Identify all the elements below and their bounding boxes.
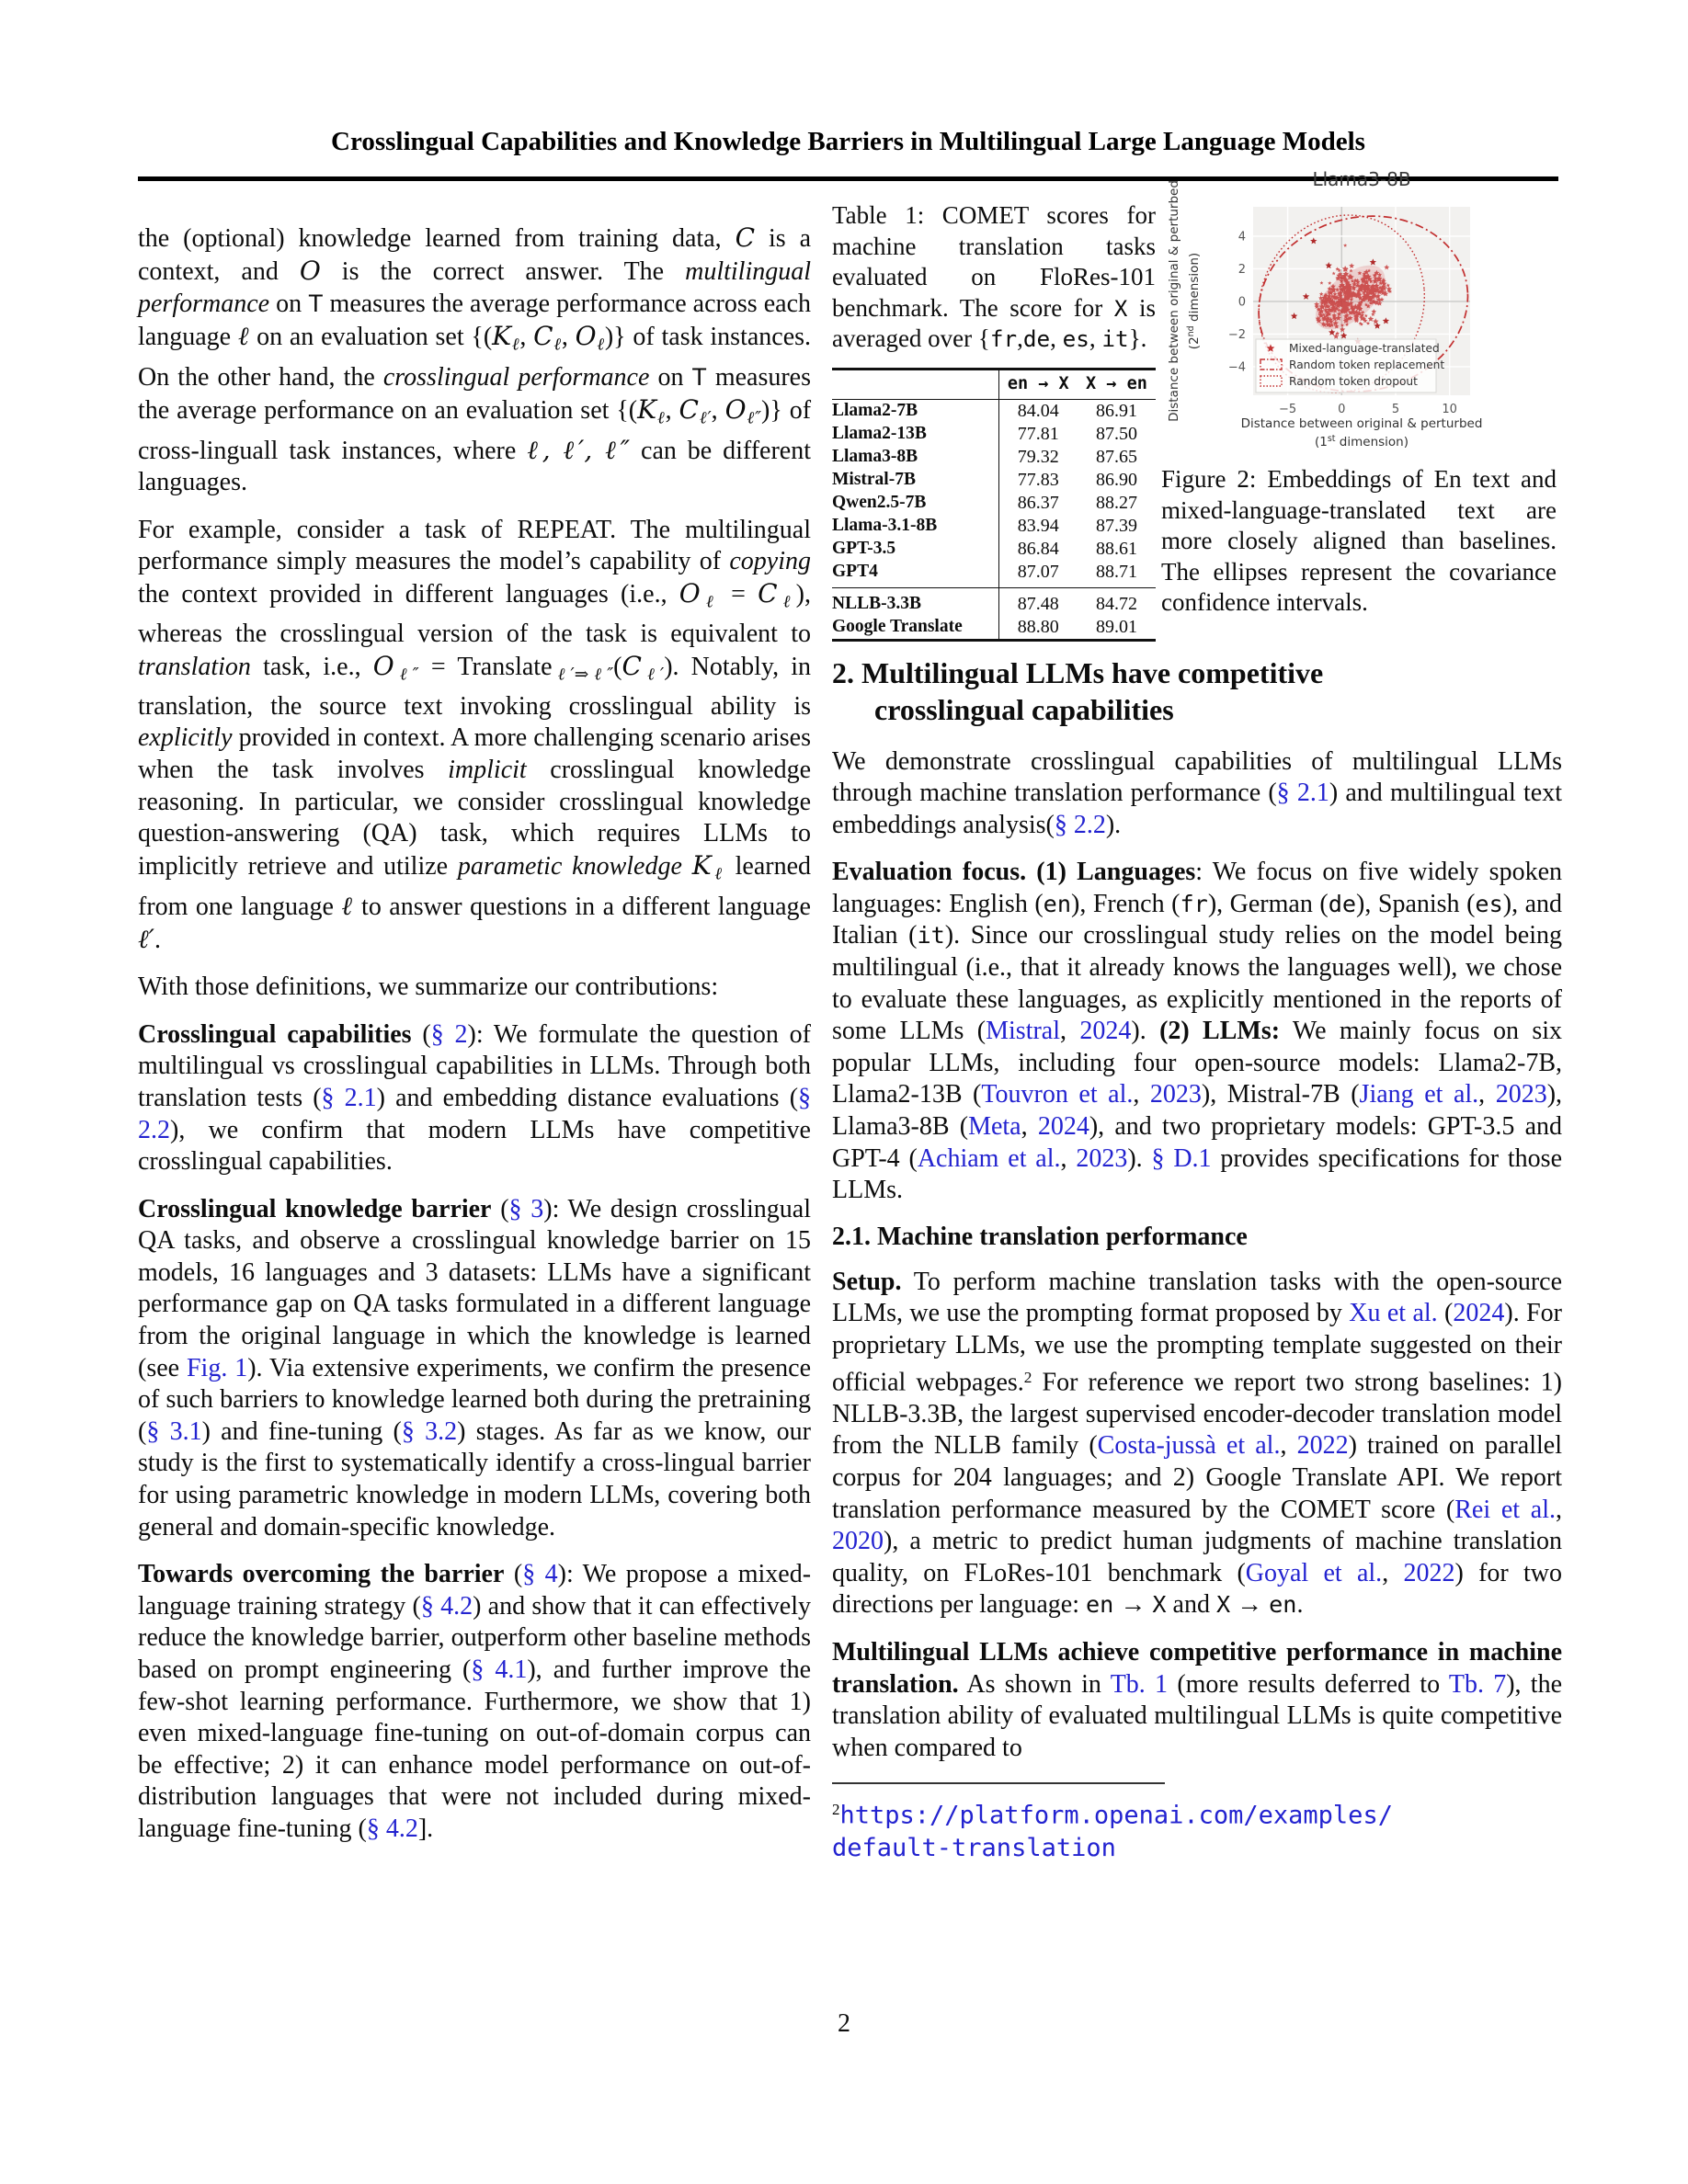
score-en-to-x-cell: 86.37 — [998, 492, 1078, 515]
ref-link[interactable]: § 3.1 — [146, 1416, 202, 1446]
svg-text:0: 0 — [1237, 295, 1246, 310]
footnote-block — [832, 1782, 1562, 1863]
col-header-en-to-x: en → X — [998, 369, 1078, 399]
left-column — [138, 222, 811, 1861]
ref-link[interactable]: 2023 — [1495, 1080, 1547, 1109]
col-header-x-to-en: X → en — [1078, 369, 1156, 399]
model-name-cell: Llama3-8B — [832, 447, 918, 466]
ref-link[interactable]: 2024 — [1037, 1112, 1089, 1142]
ref-link[interactable]: 2023 — [1076, 1143, 1128, 1173]
model-name-cell: NLLB-3.3B — [832, 594, 921, 613]
table-row — [832, 561, 1156, 588]
ref-link[interactable]: Costa-jussà et al. — [1097, 1431, 1281, 1461]
score-x-to-en-cell: 87.39 — [1095, 515, 1137, 536]
paragraph: Towards overcoming the barrier (§ 4): We propose a mixed-language training strategy (§ 4.2) and show that it can effectively reduce the knowledge barrier, outperform other baseline methods based on prompt engineering (§ 4.1), and further improve the few-shot learning performance. Furthermore, we show that 1) even mixed-language fine-tuning on out-of-domain corpus can be effective; 2) it can enhance model performance on out-of-distribution languages that were not included during mixed-language fine-tuning (§ 4.2]. — [138, 1560, 812, 1843]
score-x-to-en-cell: 89.01 — [1095, 616, 1137, 637]
ref-link[interactable]: Rei et al. — [1454, 1495, 1556, 1524]
score-en-to-x-cell: 77.81 — [998, 423, 1078, 446]
ref-link[interactable]: Xu et al. — [1349, 1299, 1438, 1328]
table-group-baselines — [832, 587, 1156, 640]
svg-text:−4: −4 — [1227, 360, 1246, 375]
section-2-heading: 2. Multilingual LLMs have competitive crosslingual capabilities — [832, 655, 1324, 726]
ref-link[interactable]: Tb. 7 — [1448, 1669, 1507, 1699]
table-row — [832, 492, 1156, 515]
comet-scores-table — [832, 368, 1156, 642]
ref-link[interactable]: Fig. 1 — [186, 1353, 248, 1382]
y-axis-label: Distance between original & perturbed — [1167, 180, 1181, 422]
score-en-to-x-cell: 87.07 — [998, 561, 1078, 588]
table-row — [832, 538, 1156, 561]
ref-link[interactable]: 2022 — [1296, 1431, 1349, 1461]
svg-text:4: 4 — [1237, 230, 1246, 245]
ref-link[interactable]: § 4.2 — [420, 1591, 473, 1621]
footnote-url-link[interactable]: https://platform.openai.com/examples/ default-translation — [832, 1801, 1393, 1862]
score-en-to-x-cell: 79.32 — [998, 446, 1078, 469]
footnote — [832, 1793, 1562, 1863]
score-x-to-en-cell: 84.72 — [1095, 593, 1137, 614]
score-x-to-en-cell: 86.91 — [1095, 400, 1137, 421]
table-1-block — [832, 200, 1156, 642]
score-en-to-x-cell: 77.83 — [998, 469, 1078, 492]
model-name-cell: Llama-3.1-8B — [832, 516, 938, 535]
paragraph: the (optional) knowledge learned from training data, C is a context, and O is the correct answer. The multilingual performance on T measures the average performance across each language ℓ on an evaluation set {($K_\ell$, $C_\ell$, $O_\ell$)} of task instances. On the other hand, the crosslingual performance on T measures the average performance on an evaluation set {($K_\ell$, $C_{\ell'}$, $O_{\ell''}$)} of cross-linguall task instances, where ℓ, ℓ′, ℓ″ can be different languages. — [138, 222, 812, 497]
ref-link[interactable]: Achiam et al. — [917, 1143, 1061, 1173]
model-name-cell: GPT4 — [832, 562, 878, 581]
score-x-to-en-cell: 88.61 — [1095, 538, 1137, 559]
footnote-marker: 2 — [832, 1801, 840, 1819]
running-title: Crosslingual Capabilities and Knowledge Barriers in Multilingual Large Language Models — [331, 127, 1365, 156]
ref-link[interactable]: § 4 — [522, 1560, 558, 1589]
score-en-to-x-cell: 88.80 — [998, 616, 1078, 641]
ref-link[interactable]: 2024 — [1079, 1017, 1132, 1046]
ref-link[interactable]: § D.1 — [1151, 1143, 1212, 1173]
paragraph: We demonstrate crosslingual capabilities of multilingual LLMs through machine translation performance (§ 2.1) and multilingual text embeddings analysis(§ 2.2). — [832, 746, 1563, 839]
ref-link[interactable]: Tb. 1 — [1110, 1669, 1169, 1699]
ref-link[interactable]: Touvron et al. — [981, 1080, 1134, 1109]
model-name-cell: Google Translate — [832, 617, 963, 636]
ref-link[interactable]: Mistral — [986, 1017, 1061, 1046]
table-row — [832, 587, 1156, 616]
legend-label: Mixed-language-translated — [1289, 342, 1440, 355]
score-x-to-en-cell: 87.65 — [1095, 446, 1137, 467]
ref-link[interactable]: 2020 — [832, 1527, 884, 1556]
score-x-to-en-cell: 88.27 — [1095, 492, 1137, 513]
x-axis-label-line2: (1st dimension) — [1314, 434, 1409, 449]
paragraph: For example, consider a task of REPEAT. The multilingual performance simply measures the model’s capability of copying the context provided in different languages (i.e., $O_\ell = C_\ell$), whereas the crosslingual version of the task is equivalent to translation task, i.e., $O_{\ell''}$ = $Translate_{\ell'\Rightarrow\ell''}(C_{\ell'})$. Notably, in translation, the source text invoking crosslingual ability is explicitly provided in context. A more challenging scenario arises when the task involves implicit crosslingual knowledge reasoning. In particular, we consider crosslingual knowledge question-answering (QA) task, which requires LLMs to implicitly retrieve and utilize parametic knowledge $K_\ell$ learned from one language ℓ to answer questions in a different language ℓ′. — [138, 515, 812, 954]
figure-2-block — [1161, 158, 1562, 642]
table-row — [832, 616, 1156, 641]
score-en-to-x-cell: 84.04 — [998, 399, 1078, 423]
footnote-rule — [832, 1782, 1165, 1784]
score-en-to-x-cell: 83.94 — [998, 515, 1078, 538]
ref-link[interactable]: 2024 — [1453, 1299, 1505, 1328]
svg-text:10: 10 — [1442, 403, 1457, 416]
svg-text:−2: −2 — [1227, 327, 1246, 342]
ref-link[interactable]: § 2.2 — [1054, 810, 1106, 839]
score-en-to-x-cell: 87.48 — [998, 587, 1078, 616]
ref-link[interactable]: § 4.2 — [366, 1814, 418, 1843]
paragraph: Setup. To perform machine translation tasks with the open-source LLMs, we use the prompting format proposed by Xu et al. (2024). For proprietary LLMs, we use the prompting template suggested on their official webpages.$^2$ For reference we report two strong baselines: 1) NLLB-3.3B, the largest supervised encoder-decoder translation model from the NLLB family (Costa-jussà et al., 2022) trained on parallel corpus for 204 languages; and 2) Google Translate API. We report translation performance measured by the COMET score (Rei et al., 2020), a metric to predict human judgments of machine translation quality, on FLoRes-101 benchmark (Goyal et al., 2022) for two directions per language: en → X and X → en. — [832, 1267, 1563, 1620]
model-name-cell: Llama2-13B — [832, 424, 927, 443]
paragraph: Evaluation focus. (1) Languages: We focus on five widely spoken languages: English (en), French (fr), German (de), Spanish (es), and Italian (it). Since our crosslingual study relies on the model being multilingual (i.e., that it already knows the languages well), we chose to evaluate these languages, as explicitly mentioned in the reports of some LLMs (Mistral, 2024). (2) LLMs: We mainly focus on six popular LLMs, including four open-source models: Llama2-7B, Llama2-13B (Touvron et al., 2023), Mistral-7B (Jiang et al., 2023), Llama3-8B (Meta, 2024), and two proprietary models: GPT-3.5 and GPT-4 (Achiam et al., 2023). § D.1 provides specifications for those LLMs. — [832, 858, 1563, 1205]
x-axis-label: Distance between original & perturbed — [1240, 416, 1483, 431]
model-name-cell: Qwen2.5-7B — [832, 493, 927, 512]
score-x-to-en-cell: 86.90 — [1095, 469, 1137, 490]
empty-header — [832, 369, 998, 399]
paragraph: With those definitions, we summarize our contributions: — [138, 973, 719, 1002]
ref-link[interactable]: § 4.1 — [471, 1655, 528, 1684]
table-row — [832, 469, 1156, 492]
table-header — [832, 369, 1156, 399]
legend-label: Random token dropout — [1289, 375, 1418, 388]
model-name-cell: GPT-3.5 — [832, 539, 896, 558]
score-x-to-en-cell: 88.71 — [1095, 561, 1137, 582]
legend — [1256, 339, 1444, 392]
page-number: 2 — [838, 2009, 850, 2038]
ref-link[interactable]: 2023 — [1149, 1080, 1202, 1109]
ref-link[interactable]: Goyal et al. — [1245, 1558, 1383, 1587]
table-row — [832, 515, 1156, 538]
table-row — [832, 423, 1156, 446]
ref-link[interactable]: Jiang et al. — [1359, 1080, 1479, 1109]
y-axis-label-line2: (2nd dimension) — [1186, 252, 1202, 350]
svg-text:2: 2 — [1237, 262, 1246, 277]
table-row — [832, 446, 1156, 469]
ref-link[interactable]: § 2.2 — [138, 1083, 812, 1144]
ref-link[interactable]: Meta — [968, 1112, 1021, 1142]
svg-text:0: 0 — [1338, 403, 1346, 416]
svg-text:−5: −5 — [1278, 403, 1297, 416]
table-figure-row — [832, 158, 1562, 642]
ref-link[interactable]: § 3 — [508, 1194, 544, 1223]
paragraph: Crosslingual capabilities (§ 2): We formulate the question of multilingual vs crosslingual capabilities in LLMs. Through both translation tests (§ 2.1) and embedding distance evaluations (§ 2.2), we confirm that modern LLMs have competitive crosslingual capabilities. — [138, 1019, 812, 1177]
legend-label: Random token replacement — [1289, 358, 1445, 371]
score-x-to-en-cell: 87.50 — [1095, 423, 1137, 444]
paragraph: Crosslingual knowledge barrier (§ 3): We design crosslingual QA tasks, and observe a crosslingual knowledge barrier on 15 models, 16 languages and 3 datasets: LLMs have a significant performance gap on QA tasks formulated in a different language from the original language in which the knowledge is learned (see Fig. 1). Via extensive experiments, we confirm the presence of such barriers to knowledge learned both during the pretraining (§ 3.1) and fine-tuning (§ 3.2) stages. As far as we know, our study is the first to systematically identify a cross-lingual barrier for using parametric knowledge in modern LLMs, covering both general and domain-specific knowledge. — [138, 1194, 812, 1541]
ref-link[interactable]: § 3.2 — [401, 1416, 458, 1446]
paragraph: Multilingual LLMs achieve competitive performance in machine translation. As shown in Tb. 1 (more results deferred to Tb. 7), the translation ability of evaluated multilingual LLMs is quite competitive when compared to — [832, 1638, 1563, 1762]
ref-link[interactable]: § 2.1 — [321, 1083, 377, 1112]
right-column — [832, 158, 1562, 1864]
embeddings-scatter-plot — [1161, 158, 1562, 457]
figure-2-caption: Figure 2: Embeddings of En text and mixed-language-translated text are more closely aligned than baselines. The ellipses represent the covariance confidence intervals. — [1161, 465, 1557, 616]
model-name-cell: Llama2-7B — [832, 401, 918, 420]
table-1-caption: Table 1: COMET scores for machine translation tasks evaluated on FloRes-101 benchmark. The score for X is averaged over {fr,de, es, it}. — [832, 201, 1156, 352]
score-en-to-x-cell: 86.84 — [998, 538, 1078, 561]
figure-title: Llama3-8B — [1312, 168, 1411, 190]
model-name-cell: Mistral-7B — [832, 470, 916, 489]
table-group-llms — [832, 399, 1156, 587]
ref-link[interactable]: § 2.1 — [1276, 779, 1329, 808]
svg-text:5: 5 — [1391, 403, 1400, 416]
table-row — [832, 399, 1156, 423]
ref-link[interactable]: 2022 — [1403, 1558, 1455, 1587]
ref-link[interactable]: § 2 — [430, 1019, 468, 1049]
subsection-2-1-heading: 2.1. Machine translation performance — [832, 1222, 1248, 1251]
